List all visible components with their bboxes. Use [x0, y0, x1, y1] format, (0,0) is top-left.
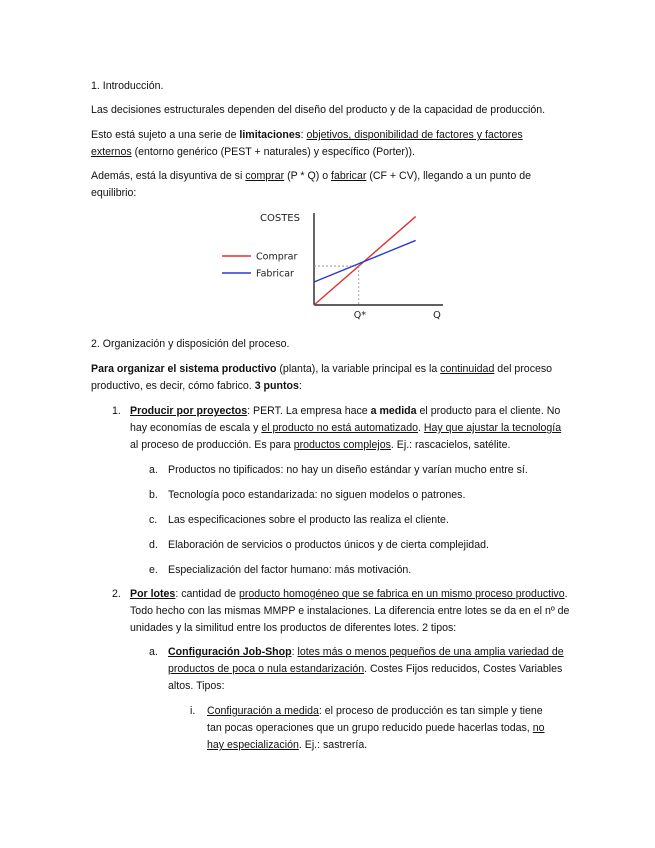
- sublist-item: Elaboración de servicios o productos únicos y de cierta complejidad.: [168, 539, 489, 551]
- list-number-1: 1.: [112, 405, 121, 417]
- paragraph-decisiones: Las decisiones estructurales dependen del diseño del producto y de la capacidad de producción.: [91, 104, 546, 116]
- list-number-2: 2.: [112, 588, 121, 600]
- sublist-item: Especialización del factor humano: más motivación.: [168, 564, 412, 576]
- paragraph-sistema-productivo: Para organizar el sistema productivo (planta), la variable principal es la continuidad del proceso productivo, es decir, cómo fabrico. 3 puntos:: [91, 363, 553, 392]
- sublist-letter: e.: [149, 564, 158, 576]
- sublist-letter: a.: [149, 646, 158, 658]
- cost-chart: [215, 208, 445, 323]
- subsublist-number: i.: [190, 705, 196, 717]
- legend-label-fabricar: Fabricar: [256, 268, 294, 280]
- sublist-letter: d.: [149, 539, 158, 551]
- chart-y-label: COSTES: [260, 213, 300, 224]
- sublist-item: Las especificaciones sobre el producto las realiza el cliente.: [168, 514, 449, 526]
- paragraph-limitaciones: Esto está sujeto a una serie de limitaciones: objetivos, disponibilidad de factores y factores externos (entorno genérico (PEST + naturales) y específico (Porter)).: [91, 129, 523, 158]
- sublist-item: Tecnología poco estandarizada: no siguen modelos o patrones.: [168, 489, 466, 501]
- list-item-proyectos: Producir por proyectos: PERT. La empresa hace a medida el producto para el cliente. No hay economías de escala y el producto no está automatizado. Hay que ajustar la tecnología al proceso de producción. Es para productos complejos. Ej.: rascacielos, satélite.: [130, 405, 562, 451]
- section-heading-organizacion: 2. Organización y disposición del proceso.: [91, 338, 290, 350]
- list-item-lotes: Por lotes: cantidad de producto homogéneo que se fabrica en un mismo proceso productivo. Todo hecho con las mismas MMPP e instalaciones. La diferencia entre lotes se da en el nº de unidades y la similitud entre los productos de diferentes lotes. 2 tipos:: [130, 588, 570, 634]
- chart-x-marker-label: Q*: [353, 310, 366, 321]
- legend-label-comprar: Comprar: [256, 251, 298, 263]
- subsublist-item-a-medida: Configuración a medida: el proceso de producción es tan simple y tiene tan pocas operaciones que un grupo reducido puede hacerlas todas, no hay especialización. Ej.: sastrería.: [207, 705, 545, 751]
- sublist-item: Productos no tipificados: no hay un diseño estándar y varían mucho entre sí.: [168, 464, 528, 476]
- sublist-letter: a.: [149, 464, 158, 476]
- paragraph-disyuntiva: Además, está la disyuntiva de si comprar (P * Q) o fabricar (CF + CV), llegando a un punto de equilibrio:: [91, 170, 531, 199]
- section-heading-introduccion: 1. Introducción.: [91, 80, 164, 92]
- sublist-letter: b.: [149, 489, 158, 501]
- sublist-letter: c.: [149, 514, 158, 526]
- sublist-item-job-shop: Configuración Job-Shop: lotes más o menos pequeños de una amplia variedad de productos de poca o nula estandarización. Costes Fijos reducidos, Costes Variables altos. Tipos:: [168, 646, 564, 692]
- series-line-fabricar: [314, 240, 416, 282]
- chart-x-label: Q: [433, 310, 441, 321]
